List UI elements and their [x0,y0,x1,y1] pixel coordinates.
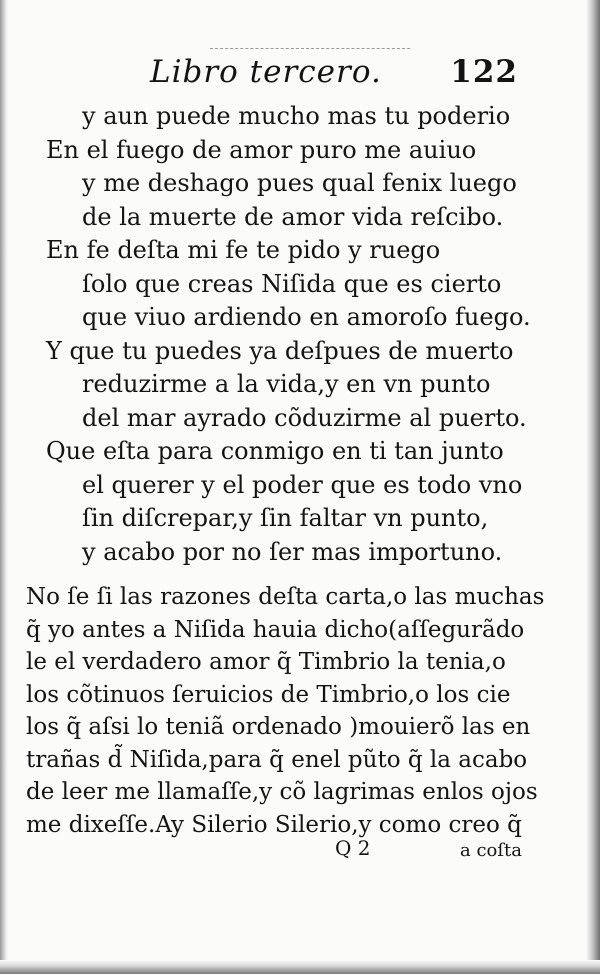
prose-line: No ſe ſi las razones deſta carta,o las muchas [26,584,545,610]
prose-line: de leer me llamaſſe,y cõ lagrimas enlos ojos [26,779,538,805]
prose-paragraph [26,581,546,841]
running-head [150,54,530,98]
poem-line: de la muerte de amor vida reſcibo. [82,202,504,231]
poem-line: Y que tu puedes ya deſpues de muerto [46,336,514,365]
poem-line: del mar ayrado cõduzirme al puerto. [82,403,527,432]
header-rule [210,48,410,49]
prose-line: trañas d̃ Niſida,para q̃ enel pũto q̃ la acabo [26,746,528,773]
poem-line: En fe deſta mi fe te pido y ruego [46,236,441,264]
signature-mark: Q 2 [335,836,371,860]
catchword: a coſta [460,840,522,861]
poem-line: reduzirme a la vida,y en vn punto [82,370,491,398]
prose-line: q̃ yo antes a Niſida hauia dicho(aſſegurãdo [26,616,525,643]
poem-line: y acabo por no ſer mas importuno. [82,537,503,566]
prose-line: me dixeſſe.Ay Silerio Silerio,y como creo q̃ [26,811,522,838]
page-edge-left [0,0,8,974]
page-edge-bottom [0,960,600,974]
poem-line: que viuo ardiendo en amoroſo fuego. [82,303,531,331]
page-edge-right [586,0,600,974]
poem-line: En el fuego de amor puro me auiuo [46,135,477,164]
page-number: 122 [450,54,518,90]
poem-line: ſin diſcrepar,y ſin faltar vn punto, [82,504,489,532]
poem-line: y me deshago pues qual fenix luego [82,169,517,197]
poem-line: el querer y el poder que es todo vno [82,470,523,499]
poem-line: ſolo que creas Niſida que es cierto [82,269,502,298]
poem-line: Que eſta para conmigo en ti tan junto [46,437,504,465]
poem-line: y aun puede mucho mas tu poderio [82,102,511,130]
prose-line: los q̃ aſsi lo teniã ordenado )mouierõ las en [26,714,531,740]
prose-line: le el verdadero amor q̃ Timbrio la tenia,o [26,649,506,675]
running-title: Libro tercero. [150,54,382,90]
prose-line: los cõtinuos ſeruicios de Timbrio,o los cie [26,681,511,708]
poem-block [46,100,546,569]
